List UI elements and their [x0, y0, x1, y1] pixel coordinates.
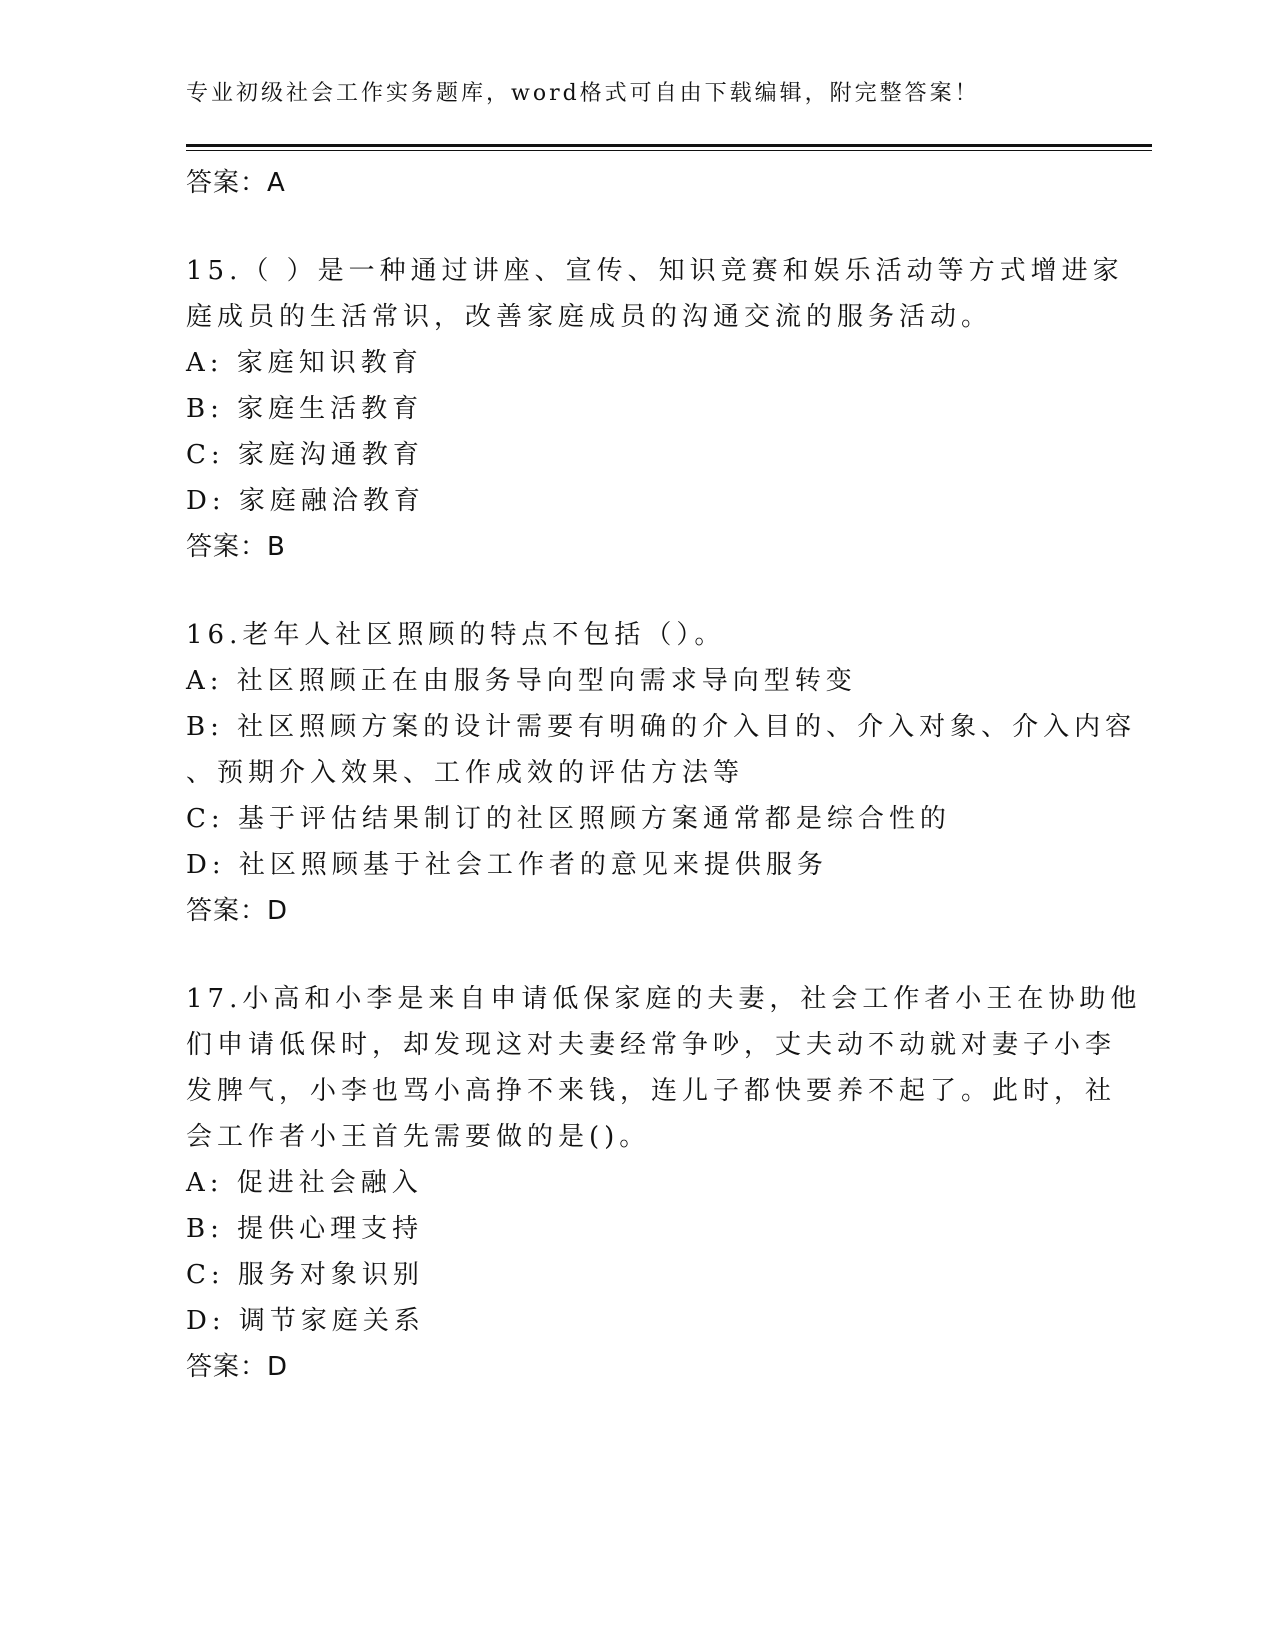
option-c: C: 服务对象识别	[186, 1260, 424, 1290]
question-stem-line: 17.小高和小李是来自申请低保家庭的夫妻，社会工作者小王在协助他	[186, 984, 1142, 1014]
option-b: B: 社区照顾方案的设计需要有明确的介入目的、介入对象、介入内容	[186, 712, 1137, 742]
previous-answer: 答案：A	[186, 168, 286, 198]
option-c: C: 基于评估结果制订的社区照顾方案通常都是综合性的	[186, 804, 951, 834]
question-17	[186, 976, 1142, 1390]
option-b-continued: 、预期介入效果、工作成效的评估方法等	[186, 758, 745, 788]
option-c: C: 家庭沟通教育	[186, 440, 424, 470]
question-stem-line: 15.（ ）是一种通过讲座、宣传、知识竞赛和娱乐活动等方式增进家	[186, 256, 1124, 286]
answer: 答案：D	[186, 896, 289, 926]
header-rule-thin	[186, 150, 1152, 151]
option-a: A: 家庭知识教育	[186, 348, 423, 378]
question-16	[186, 612, 1137, 934]
option-d: D: 社区照顾基于社会工作者的意见来提供服务	[186, 850, 828, 880]
question-stem-line: 庭成员的生活常识，改善家庭成员的沟通交流的服务活动。	[186, 302, 993, 332]
document-header: 专业初级社会工作实务题库，word格式可自由下载编辑，附完整答案！	[186, 81, 980, 106]
option-d: D: 调节家庭关系	[186, 1306, 425, 1336]
header-rule-thick	[186, 144, 1152, 147]
question-stem-line: 们申请低保时，却发现这对夫妻经常争吵，丈夫动不动就对妻子小李	[186, 1030, 1117, 1060]
spacer	[186, 934, 1086, 976]
question-stem-line: 16.老年人社区照顾的特点不包括（）。	[186, 620, 726, 650]
question-15	[186, 248, 1124, 570]
spacer	[186, 570, 1086, 612]
answer: 答案：D	[186, 1352, 289, 1382]
option-d: D: 家庭融洽教育	[186, 486, 425, 516]
spacer	[186, 206, 1086, 248]
question-stem-line: 发脾气，小李也骂小高挣不来钱，连儿子都快要养不起了。此时，社	[186, 1076, 1117, 1106]
question-content	[186, 160, 1142, 1390]
answer: 答案：B	[186, 532, 286, 562]
question-stem-line: 会工作者小王首先需要做的是()。	[186, 1122, 651, 1152]
option-b: B: 提供心理支持	[186, 1214, 424, 1244]
option-a: A: 社区照顾正在由服务导向型向需求导向型转变	[186, 666, 857, 696]
option-b: B: 家庭生活教育	[186, 394, 424, 424]
option-a: A: 促进社会融入	[186, 1168, 423, 1198]
